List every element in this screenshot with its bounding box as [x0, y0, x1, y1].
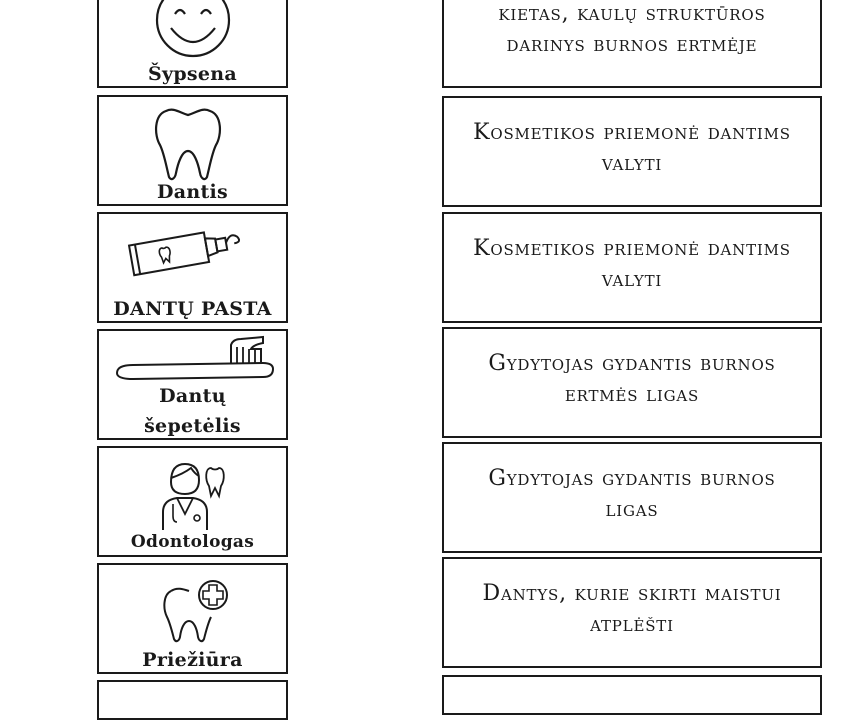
dentist-icon	[161, 460, 235, 532]
definition-card-4	[442, 327, 822, 438]
word-card-toothbrush	[97, 329, 288, 440]
word-card-smile	[97, 0, 288, 88]
definition-card-2	[442, 96, 822, 207]
word-card-toothpaste	[97, 212, 288, 323]
word-label: Dantis	[156, 181, 229, 203]
definition-line1: Kosmetikos priemonė dantims	[473, 120, 791, 145]
definition-line1: Dantys, kurie skirti maistui	[482, 581, 782, 606]
tooth-icon	[152, 105, 224, 181]
word-card-partial	[97, 680, 288, 720]
definition-line1: Gydytojas gydantis burnos	[488, 351, 776, 376]
toothpaste-icon	[125, 226, 243, 278]
word-label: DANTŲ PASTA	[113, 298, 272, 320]
word-card-care	[97, 563, 288, 674]
smiley-face-icon	[153, 0, 233, 58]
toothbrush-icon	[113, 335, 279, 383]
definition-line1: kietas, kaulų struktūros	[498, 1, 766, 26]
definition-card-3	[442, 212, 822, 323]
definition-line2: valyti	[601, 267, 663, 292]
definition-line2: atplėšti	[590, 612, 674, 637]
definition-line1: Gydytojas gydantis burnos	[488, 466, 776, 491]
word-label-line2: šepetėlis	[144, 415, 241, 437]
definition-line2: darinys burnos ertmėje	[506, 32, 758, 57]
definition-line2: ligas	[605, 497, 659, 522]
definition-card-partial	[442, 675, 822, 715]
word-label: Odontologas	[130, 532, 255, 552]
definition-card-6	[442, 557, 822, 668]
tooth-care-icon	[163, 579, 231, 643]
definition-line2: ertmės ligas	[564, 382, 700, 407]
definition-card-1	[442, 0, 822, 88]
word-label-line1: Dantų	[159, 385, 226, 407]
definition-line2: valyti	[601, 151, 663, 176]
word-card-tooth	[97, 95, 288, 206]
word-label: Priežiūra	[142, 649, 243, 671]
word-card-dentist	[97, 446, 288, 557]
word-label: Šypsena	[147, 63, 238, 85]
definition-line1: Kosmetikos priemonė dantims	[473, 236, 791, 261]
definition-card-5	[442, 442, 822, 553]
